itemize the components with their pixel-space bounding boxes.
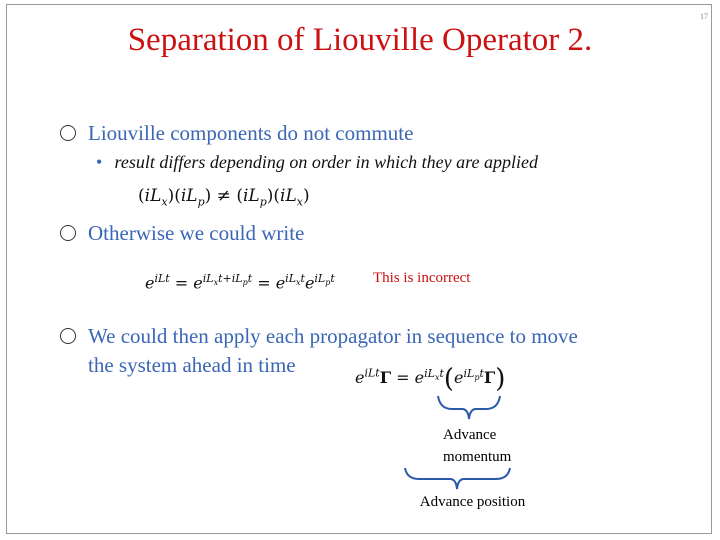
advance-position-label: Advance position <box>419 494 526 510</box>
equation-split: $e^{iLt} = e^{iL_xt+iL_pt} = e^{iL_xt}e^{iL_pt}$ <box>145 272 335 293</box>
incorrect-note: This is incorrect <box>373 270 471 286</box>
position-underbrace <box>405 468 510 489</box>
bullet-text-line-1: We could then apply each propagator in sequence to move <box>88 324 578 348</box>
bullet-text: Liouville components do not commute <box>88 121 414 145</box>
dot-bullet-icon: • <box>96 152 103 172</box>
momentum-underbrace <box>438 396 500 419</box>
equation-propagate: $e^{iLt}\Gamma = e^{iL_xt}(e^{iL_pt}\Gamma)$ <box>355 364 506 394</box>
sub-bullet-text: result differs depending on order in which they are applied <box>114 152 538 172</box>
slide-number: 17 <box>700 12 708 21</box>
advance-momentum-line-1: Advance <box>443 427 497 443</box>
advance-momentum-line-2: momentum <box>443 449 512 465</box>
advance-momentum-label <box>433 424 533 468</box>
bullet-text-line-2: the system ahead in time <box>88 353 296 377</box>
bullet-text: Otherwise we could write <box>88 221 305 245</box>
equation-noncommute: $(iL_x)(iL_p) \ne (iL_p)(iL_x)$ <box>138 186 310 209</box>
slide-title: Separation of Liouville Operator 2. <box>127 22 593 58</box>
